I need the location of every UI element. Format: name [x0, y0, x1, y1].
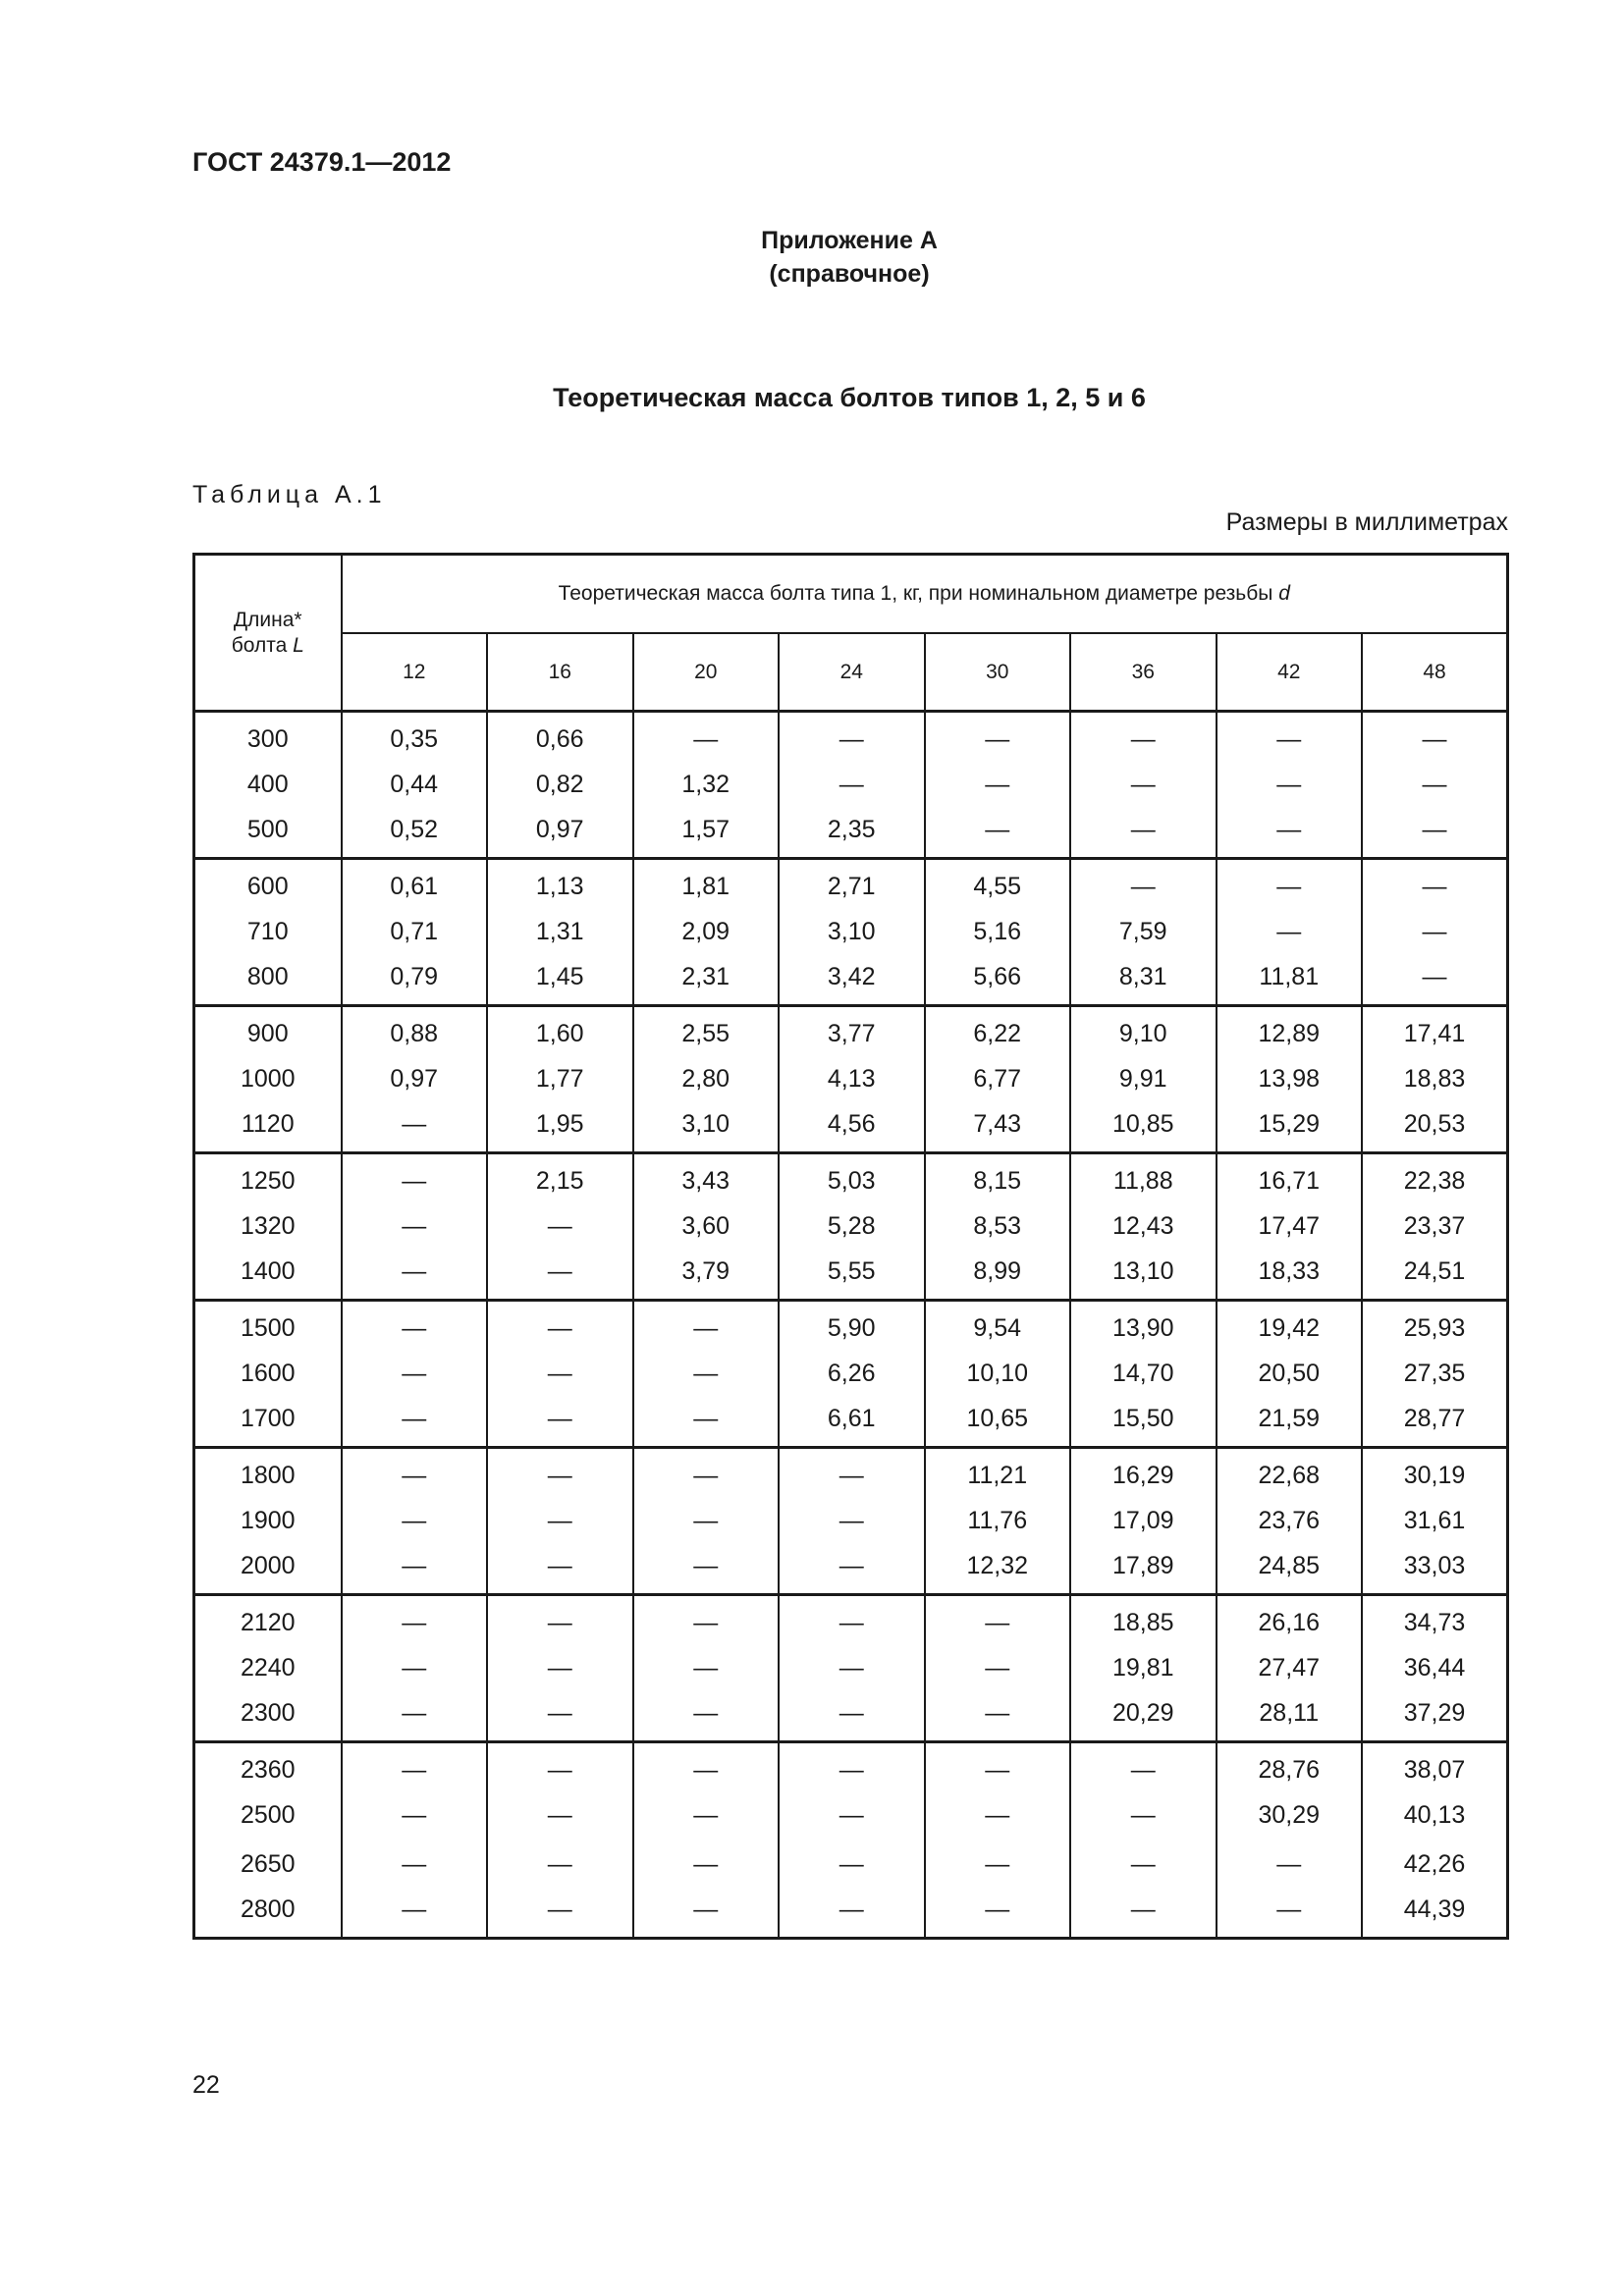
length-cell: 300: [194, 712, 342, 761]
mass-cell: 10,10: [925, 1350, 1071, 1399]
mass-cell: —: [1217, 712, 1363, 761]
mass-cell: 5,16: [925, 908, 1071, 957]
mass-cell: 2,15: [487, 1153, 633, 1202]
mass-cell: 6,26: [779, 1350, 925, 1399]
mass-cell: —: [633, 712, 780, 761]
length-cell: 600: [194, 859, 342, 908]
mass-cell: —: [1070, 1841, 1217, 1890]
mass-cell: 20,50: [1217, 1350, 1363, 1399]
mass-cell: —: [487, 1350, 633, 1399]
mass-cell: —: [633, 1890, 780, 1939]
mass-cell: —: [342, 1890, 488, 1939]
length-cell: 1000: [194, 1055, 342, 1104]
mass-cell: 5,28: [779, 1202, 925, 1252]
length-cell: 1800: [194, 1448, 342, 1497]
table-row: [194, 1104, 1508, 1153]
mass-cell: 22,38: [1362, 1153, 1508, 1202]
mass-cell: 7,59: [1070, 908, 1217, 957]
mass-cell: 23,76: [1217, 1497, 1363, 1546]
mass-cell: —: [633, 1841, 780, 1890]
mass-cell: 24,51: [1362, 1252, 1508, 1301]
mass-cell: 1,77: [487, 1055, 633, 1104]
mass-cell: 1,13: [487, 859, 633, 908]
mass-cell: 24,85: [1217, 1546, 1363, 1595]
mass-cell: 1,95: [487, 1104, 633, 1153]
mass-cell: 0,88: [342, 1006, 488, 1055]
length-cell: 1500: [194, 1301, 342, 1350]
table-row: [194, 1153, 1508, 1202]
mass-cell: —: [342, 1595, 488, 1644]
mass-cell: —: [487, 1791, 633, 1841]
length-cell: 2800: [194, 1890, 342, 1939]
diameter-header: 20: [633, 633, 780, 712]
mass-cell: 37,29: [1362, 1693, 1508, 1742]
document-title: Теоретическая масса болтов типов 1, 2, 5 и 6: [553, 383, 1146, 412]
length-cell: 2650: [194, 1841, 342, 1890]
mass-cell: 12,43: [1070, 1202, 1217, 1252]
mass-cell: 4,56: [779, 1104, 925, 1153]
mass-cell: —: [1070, 859, 1217, 908]
annex-title: Приложение А: [761, 227, 938, 254]
length-cell: 1700: [194, 1399, 342, 1448]
mass-cell: 12,32: [925, 1546, 1071, 1595]
mass-cell: —: [342, 1693, 488, 1742]
mass-cell: —: [487, 1448, 633, 1497]
annex-heading: [0, 224, 1623, 291]
mass-cell: —: [1217, 908, 1363, 957]
length-column-header: Длина* болта L: [194, 555, 342, 712]
mass-cell: 0,44: [342, 761, 488, 810]
mass-cell: 30,19: [1362, 1448, 1508, 1497]
mass-cell: 33,03: [1362, 1546, 1508, 1595]
mass-cell: —: [487, 1252, 633, 1301]
mass-cell: —: [487, 1890, 633, 1939]
mass-cell: 8,53: [925, 1202, 1071, 1252]
mass-cell: 0,97: [487, 810, 633, 859]
table-row: [194, 1841, 1508, 1890]
mass-cell: —: [779, 1742, 925, 1791]
mass-cell: 0,71: [342, 908, 488, 957]
mass-cell: —: [925, 1791, 1071, 1841]
mass-cell: 3,43: [633, 1153, 780, 1202]
mass-cell: 34,73: [1362, 1595, 1508, 1644]
mass-cell: —: [1362, 859, 1508, 908]
mass-cell: 18,85: [1070, 1595, 1217, 1644]
mass-cell: 5,90: [779, 1301, 925, 1350]
table-row: [194, 1448, 1508, 1497]
table-row: [194, 1742, 1508, 1791]
mass-cell: 20,53: [1362, 1104, 1508, 1153]
length-cell: 800: [194, 957, 342, 1006]
mass-cell: 30,29: [1217, 1791, 1363, 1841]
mass-cell: 2,55: [633, 1006, 780, 1055]
table-row: [194, 1202, 1508, 1252]
table-row: [194, 810, 1508, 859]
length-cell: 500: [194, 810, 342, 859]
mass-cell: 17,89: [1070, 1546, 1217, 1595]
mass-cell: 28,77: [1362, 1399, 1508, 1448]
mass-cell: —: [342, 1644, 488, 1693]
mass-cell: 0,79: [342, 957, 488, 1006]
mass-cell: —: [1217, 1890, 1363, 1939]
length-cell: 2360: [194, 1742, 342, 1791]
mass-cell: —: [342, 1497, 488, 1546]
mass-cell: 0,35: [342, 712, 488, 761]
mass-cell: —: [342, 1742, 488, 1791]
mass-cell: 19,42: [1217, 1301, 1363, 1350]
length-cell: 2000: [194, 1546, 342, 1595]
mass-cell: 28,11: [1217, 1693, 1363, 1742]
length-cell: 1400: [194, 1252, 342, 1301]
mass-cell: —: [633, 1497, 780, 1546]
length-cell: 1320: [194, 1202, 342, 1252]
mass-cell: 25,93: [1362, 1301, 1508, 1350]
mass-cell: —: [779, 712, 925, 761]
mass-cell: 44,39: [1362, 1890, 1508, 1939]
mass-cell: —: [925, 1644, 1071, 1693]
mass-cell: 6,22: [925, 1006, 1071, 1055]
mass-cell: —: [925, 1841, 1071, 1890]
mass-cell: —: [779, 1693, 925, 1742]
mass-cell: —: [342, 1350, 488, 1399]
table-row: [194, 1399, 1508, 1448]
mass-cell: 16,71: [1217, 1153, 1363, 1202]
mass-cell: —: [633, 1644, 780, 1693]
mass-cell: —: [633, 1399, 780, 1448]
mass-cell: 3,10: [779, 908, 925, 957]
table-row: [194, 1693, 1508, 1742]
mass-cell: 27,47: [1217, 1644, 1363, 1693]
mass-cell: 31,61: [1362, 1497, 1508, 1546]
diameter-header: 48: [1362, 633, 1508, 712]
mass-cell: 2,09: [633, 908, 780, 957]
mass-cell: —: [779, 1841, 925, 1890]
length-cell: 1120: [194, 1104, 342, 1153]
mass-cell: —: [779, 1497, 925, 1546]
mass-cell: 18,33: [1217, 1252, 1363, 1301]
diameter-header: 30: [925, 633, 1071, 712]
mass-cell: 11,88: [1070, 1153, 1217, 1202]
mass-cell: 2,71: [779, 859, 925, 908]
mass-cell: 17,41: [1362, 1006, 1508, 1055]
mass-cell: —: [1362, 908, 1508, 957]
mass-cell: 17,47: [1217, 1202, 1363, 1252]
mass-cell: —: [779, 1546, 925, 1595]
mass-cell: —: [487, 1301, 633, 1350]
table-row: [194, 859, 1508, 908]
mass-cell: —: [1362, 957, 1508, 1006]
mass-cell: 21,59: [1217, 1399, 1363, 1448]
mass-cell: 15,50: [1070, 1399, 1217, 1448]
mass-cell: —: [779, 1791, 925, 1841]
mass-cell: 22,68: [1217, 1448, 1363, 1497]
mass-cell: —: [925, 1595, 1071, 1644]
table-row: [194, 1301, 1508, 1350]
mass-cell: 17,09: [1070, 1497, 1217, 1546]
table-row: [194, 1890, 1508, 1939]
mass-cell: 12,89: [1217, 1006, 1363, 1055]
mass-cell: —: [633, 1448, 780, 1497]
mass-cell: —: [925, 761, 1071, 810]
mass-cell: —: [633, 1791, 780, 1841]
mass-cell: —: [925, 810, 1071, 859]
mass-cell: —: [487, 1546, 633, 1595]
mass-cell: —: [633, 1693, 780, 1742]
table-row: [194, 1791, 1508, 1841]
mass-cell: 42,26: [1362, 1841, 1508, 1890]
mass-cell: —: [1070, 761, 1217, 810]
mass-cell: 28,76: [1217, 1742, 1363, 1791]
table-row: [194, 1546, 1508, 1595]
page-number: 22: [192, 2071, 220, 2099]
mass-cell: —: [342, 1252, 488, 1301]
mass-cell: 3,10: [633, 1104, 780, 1153]
table-row: [194, 1006, 1508, 1055]
diameter-header: 24: [779, 633, 925, 712]
mass-cell: 3,79: [633, 1252, 780, 1301]
mass-cell: 3,60: [633, 1202, 780, 1252]
mass-cell: 13,90: [1070, 1301, 1217, 1350]
mass-cell: —: [1362, 712, 1508, 761]
mass-cell: 8,99: [925, 1252, 1071, 1301]
mass-cell: —: [779, 1448, 925, 1497]
mass-cell: —: [633, 1546, 780, 1595]
mass-cell: 5,03: [779, 1153, 925, 1202]
mass-cell: 13,98: [1217, 1055, 1363, 1104]
mass-cell: 36,44: [1362, 1644, 1508, 1693]
table-row: [194, 761, 1508, 810]
mass-cell: 9,54: [925, 1301, 1071, 1350]
mass-cell: 4,55: [925, 859, 1071, 908]
mass-cell: 15,29: [1217, 1104, 1363, 1153]
mass-cell: 18,83: [1362, 1055, 1508, 1104]
mass-cell: 6,61: [779, 1399, 925, 1448]
mass-cell: —: [487, 1693, 633, 1742]
mass-cell: —: [342, 1104, 488, 1153]
diameter-header: 36: [1070, 633, 1217, 712]
mass-cell: —: [1217, 810, 1363, 859]
mass-cell: —: [633, 1742, 780, 1791]
mass-cell: —: [1070, 1742, 1217, 1791]
mass-cell: 2,31: [633, 957, 780, 1006]
mass-cell: 27,35: [1362, 1350, 1508, 1399]
mass-cell: 26,16: [1217, 1595, 1363, 1644]
table-row: [194, 1252, 1508, 1301]
bolt-mass-table: [192, 553, 1509, 1940]
mass-cell: 10,65: [925, 1399, 1071, 1448]
diameter-header: 42: [1217, 633, 1363, 712]
mass-cell: 38,07: [1362, 1742, 1508, 1791]
length-cell: 2300: [194, 1693, 342, 1742]
mass-cell: —: [925, 1742, 1071, 1791]
length-cell: 900: [194, 1006, 342, 1055]
mass-cell: 3,77: [779, 1006, 925, 1055]
diameter-header: 12: [342, 633, 488, 712]
mass-cell: 5,55: [779, 1252, 925, 1301]
table-row: [194, 908, 1508, 957]
mass-cell: 11,76: [925, 1497, 1071, 1546]
table-label: Таблица А.1: [192, 481, 387, 508]
standard-code: ГОСТ 24379.1—2012: [192, 147, 452, 177]
mass-cell: —: [342, 1399, 488, 1448]
length-cell: 1600: [194, 1350, 342, 1399]
mass-cell: —: [342, 1202, 488, 1252]
mass-cell: —: [1070, 712, 1217, 761]
mass-cell: —: [342, 1546, 488, 1595]
mass-cell: 10,85: [1070, 1104, 1217, 1153]
mass-cell: —: [1362, 810, 1508, 859]
mass-cell: —: [779, 1644, 925, 1693]
mass-cell: 5,66: [925, 957, 1071, 1006]
table-row: [194, 712, 1508, 761]
mass-cell: 16,29: [1070, 1448, 1217, 1497]
mass-cell: 1,60: [487, 1006, 633, 1055]
mass-cell: —: [633, 1350, 780, 1399]
mass-cell: —: [487, 1644, 633, 1693]
mass-cell: —: [342, 1448, 488, 1497]
table-row: [194, 957, 1508, 1006]
mass-cell: 13,10: [1070, 1252, 1217, 1301]
mass-cell: 1,31: [487, 908, 633, 957]
mass-cell: 20,29: [1070, 1693, 1217, 1742]
mass-cell: 0,97: [342, 1055, 488, 1104]
mass-cell: 3,42: [779, 957, 925, 1006]
mass-cell: 9,10: [1070, 1006, 1217, 1055]
mass-cell: 0,61: [342, 859, 488, 908]
table-body: [194, 712, 1508, 1939]
mass-cell: —: [779, 1595, 925, 1644]
mass-cell: —: [487, 1595, 633, 1644]
mass-cell: 6,77: [925, 1055, 1071, 1104]
mass-cell: 1,32: [633, 761, 780, 810]
length-cell: 2500: [194, 1791, 342, 1841]
mass-cell: 7,43: [925, 1104, 1071, 1153]
table-row: [194, 1644, 1508, 1693]
mass-cell: 0,52: [342, 810, 488, 859]
mass-cell: —: [1070, 1791, 1217, 1841]
mass-cell: —: [1217, 761, 1363, 810]
mass-cell: —: [487, 1742, 633, 1791]
mass-cell: 11,21: [925, 1448, 1071, 1497]
mass-cell: —: [1217, 859, 1363, 908]
mass-cell: 8,15: [925, 1153, 1071, 1202]
mass-cell: —: [342, 1841, 488, 1890]
mass-cell: —: [487, 1841, 633, 1890]
mass-cell: 11,81: [1217, 957, 1363, 1006]
table-row: [194, 1595, 1508, 1644]
mass-cell: 1,45: [487, 957, 633, 1006]
mass-cell: 0,66: [487, 712, 633, 761]
mass-cell: 19,81: [1070, 1644, 1217, 1693]
mass-cell: —: [925, 1693, 1071, 1742]
mass-cell: 9,91: [1070, 1055, 1217, 1104]
mass-cell: —: [1070, 810, 1217, 859]
mass-cell: 8,31: [1070, 957, 1217, 1006]
length-cell: 400: [194, 761, 342, 810]
mass-cell: 23,37: [1362, 1202, 1508, 1252]
mass-cell: —: [633, 1595, 780, 1644]
mass-cell: —: [342, 1301, 488, 1350]
mass-cell: 1,57: [633, 810, 780, 859]
mass-cell: —: [633, 1301, 780, 1350]
length-cell: 2120: [194, 1595, 342, 1644]
mass-group-header: Теоретическая масса болта типа 1, кг, при номинальном диаметре резьбы d: [342, 555, 1508, 634]
mass-cell: —: [342, 1791, 488, 1841]
mass-cell: —: [925, 1890, 1071, 1939]
length-cell: 710: [194, 908, 342, 957]
mass-cell: 1,81: [633, 859, 780, 908]
mass-cell: —: [1217, 1841, 1363, 1890]
units-note: Размеры в миллиметрах: [1225, 508, 1508, 536]
table-row: [194, 1350, 1508, 1399]
length-cell: 1900: [194, 1497, 342, 1546]
mass-cell: 4,13: [779, 1055, 925, 1104]
table-row: [194, 1055, 1508, 1104]
diameter-header: 16: [487, 633, 633, 712]
mass-cell: 2,35: [779, 810, 925, 859]
mass-cell: 40,13: [1362, 1791, 1508, 1841]
mass-cell: —: [1070, 1890, 1217, 1939]
annex-type: (справочное): [769, 260, 930, 288]
mass-cell: —: [342, 1153, 488, 1202]
mass-cell: —: [925, 712, 1071, 761]
length-cell: 1250: [194, 1153, 342, 1202]
mass-cell: 2,80: [633, 1055, 780, 1104]
mass-cell: —: [779, 761, 925, 810]
mass-cell: —: [487, 1202, 633, 1252]
mass-cell: —: [1362, 761, 1508, 810]
mass-cell: —: [487, 1497, 633, 1546]
mass-cell: —: [779, 1890, 925, 1939]
table-row: [194, 1497, 1508, 1546]
length-cell: 2240: [194, 1644, 342, 1693]
mass-cell: 14,70: [1070, 1350, 1217, 1399]
mass-cell: 0,82: [487, 761, 633, 810]
mass-cell: —: [487, 1399, 633, 1448]
diameter-header-row: [194, 633, 1508, 712]
